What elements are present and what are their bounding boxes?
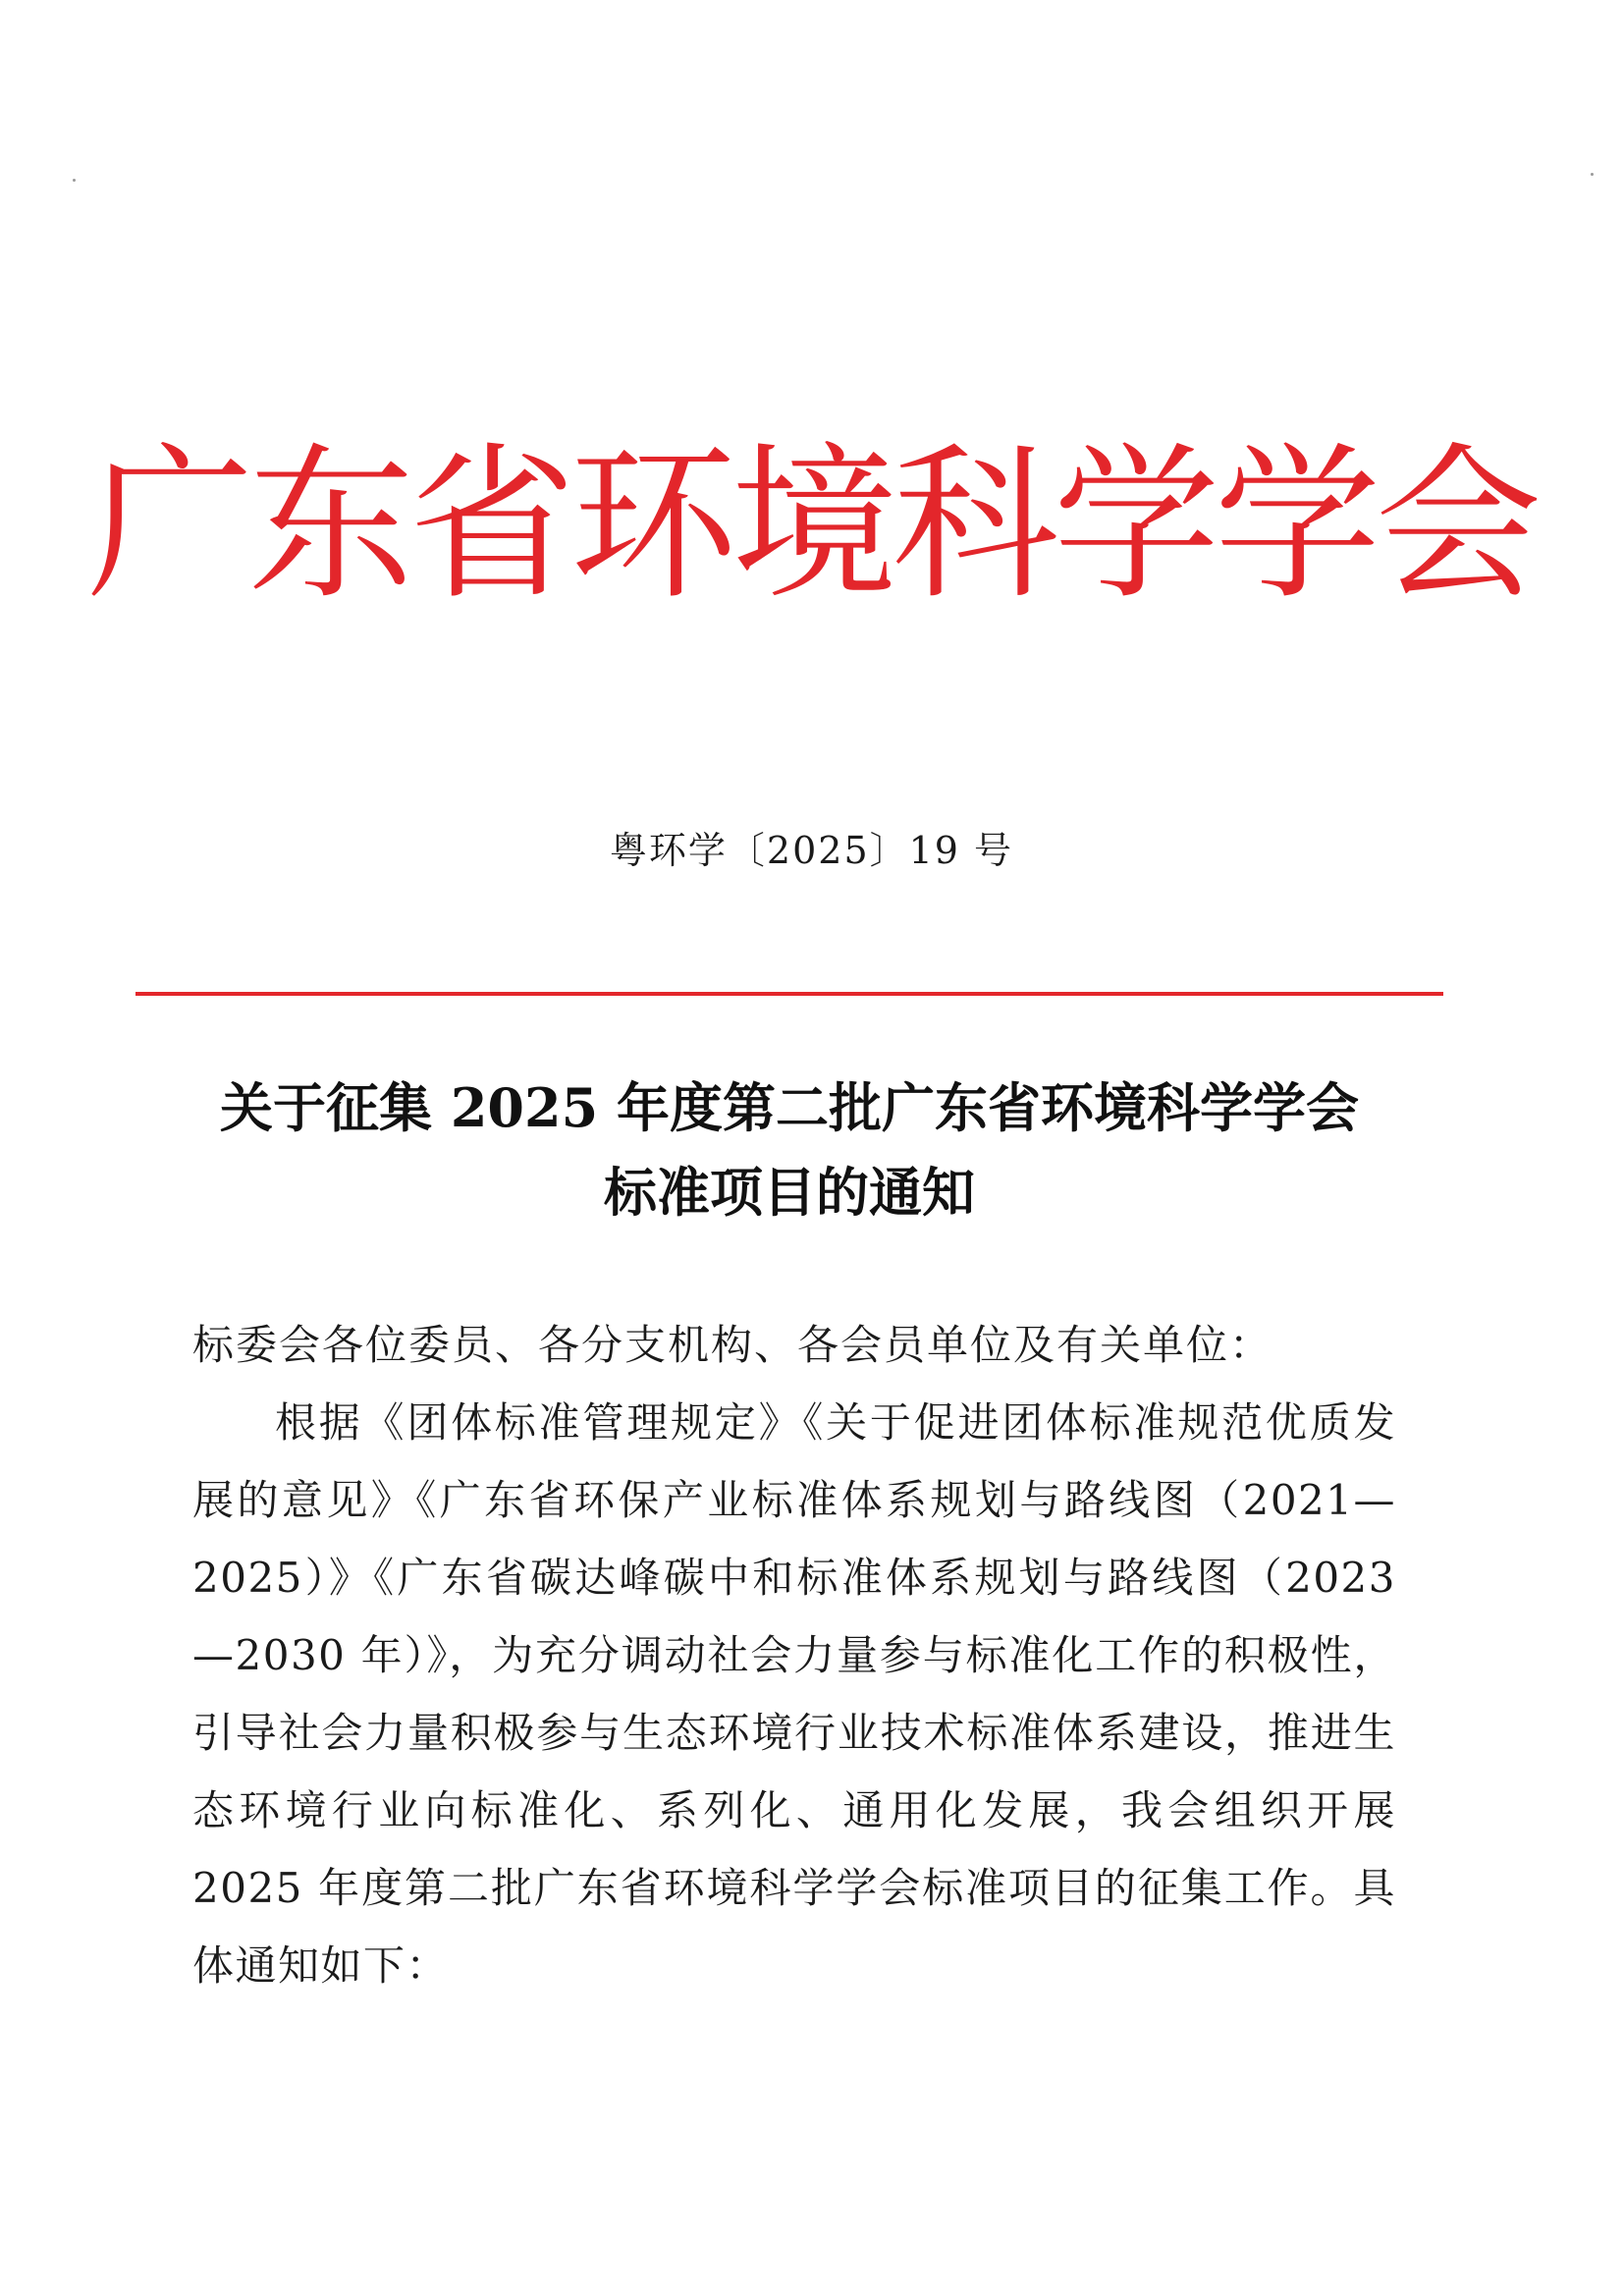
document-title [135, 1066, 1443, 1234]
paragraph-1: 根据《团体标准管理规定》《关于促进团体标准规范优质发展的意见》《广东省环保产业标准体系规划与路线图（2021—2025）》《广东省碳达峰碳中和标准体系规划与路线图（2023—2030 年）》，为充分调动社会力量参与标准化工作的积极性，引导社会力量积极参与生态环境行业技术标准体系建设，推进生态环境行业向标准化、系列化、通用化发展，我会组织开展 2025 年度第二批广东省环境科学学会标准项目的征集工作。具体通知如下： [192, 1398, 1396, 1990]
title-line-1: 关于征集 2025 年度第二批广东省环境科学学会 [220, 1076, 1359, 1139]
document-number: 粤环学〔2025〕19 号 [609, 829, 1014, 872]
red-divider [135, 992, 1443, 996]
scan-speck [1591, 173, 1594, 176]
scan-speck [73, 179, 76, 182]
salutation: 标委会各位委员、各分支机构、各会员单位及有关单位： [192, 1321, 1273, 1369]
document-body [192, 1306, 1396, 2004]
title-line-2: 标准项目的通知 [604, 1161, 975, 1224]
organization-header: 广东省环境科学学会 [86, 428, 1537, 623]
